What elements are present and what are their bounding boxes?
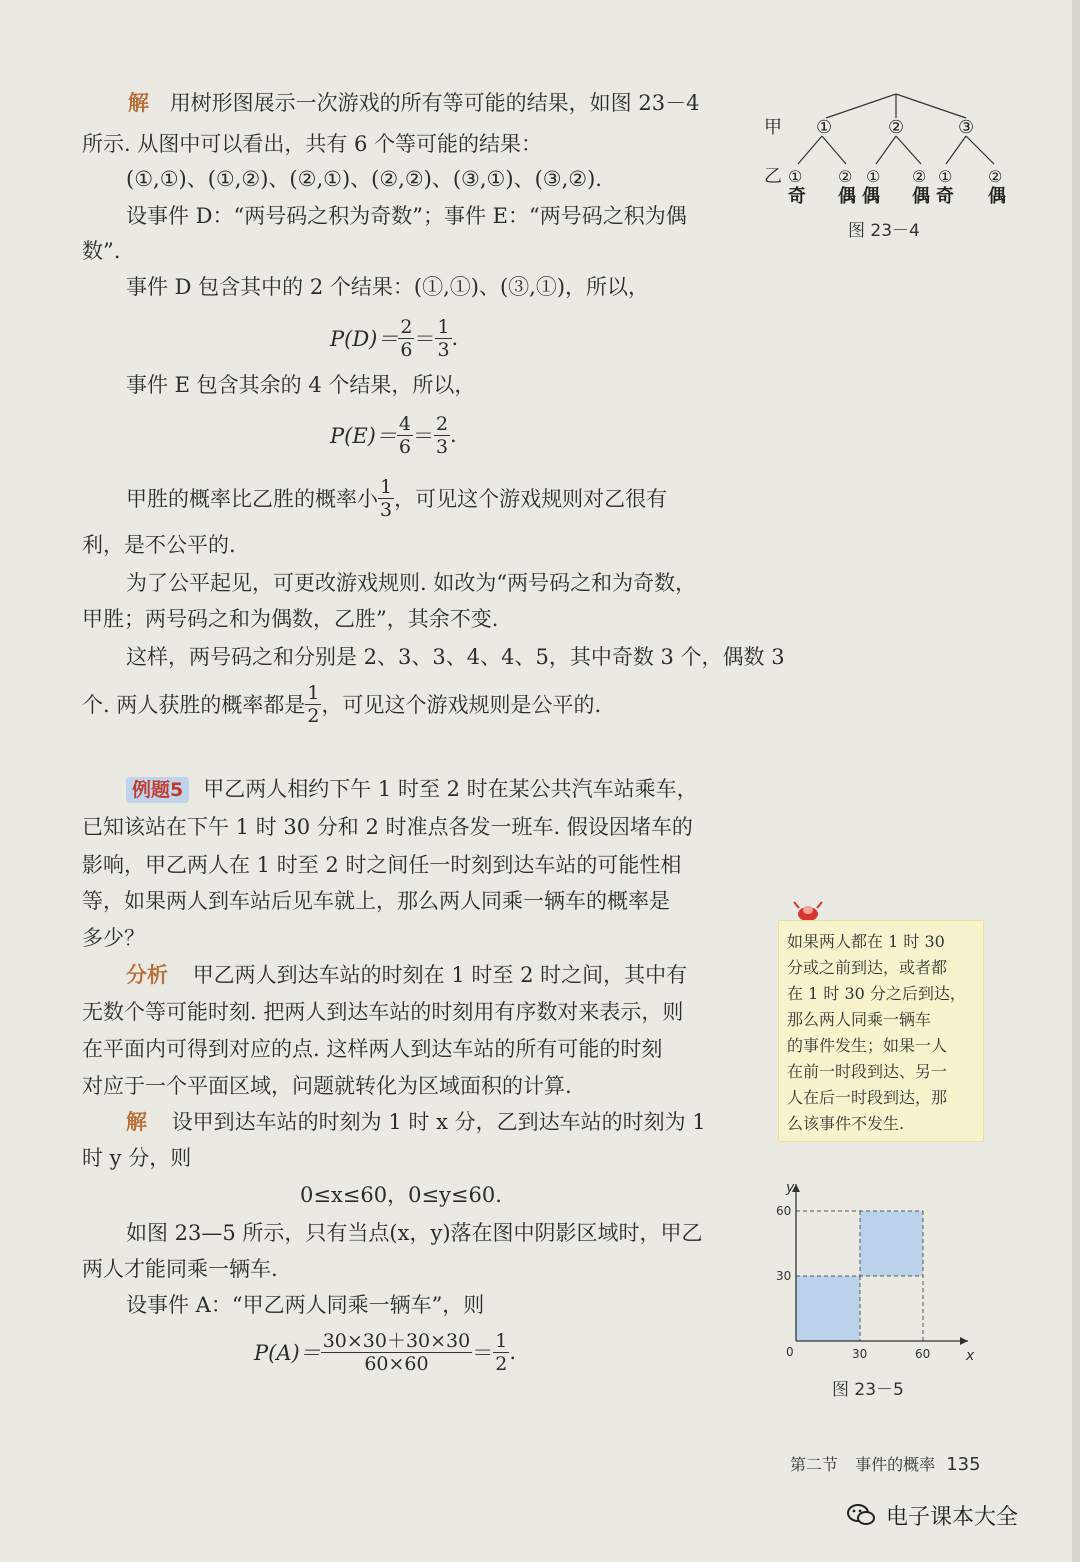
origin-label: 0: [786, 1345, 794, 1359]
note-line: 那么两人同乘一辆车: [787, 1010, 932, 1029]
conclusion-cont: 利，是不公平的.: [82, 533, 236, 557]
tree-leaf: ①: [866, 167, 881, 186]
solution-line: [128, 88, 699, 118]
frac-num: 1: [307, 681, 320, 704]
note-line: 如果两人都在 1 时 30: [787, 932, 945, 951]
scan-edge: [1072, 0, 1080, 1562]
frac-num: 2: [400, 315, 413, 338]
tree-parity: 奇: [788, 186, 806, 207]
fair-rule-text: 为了公平起见，可更改游戏规则. 如改为“两号码之和为奇数，: [126, 571, 697, 595]
events-definition: 设事件 D：“两号码之积为奇数”；事件 E：“两号码之积为偶: [126, 204, 687, 228]
tree-leaf: ②: [838, 167, 853, 186]
event-d-text: 事件 D 包含其中的 2 个结果：(①,①)、(③,①)，所以，: [126, 275, 650, 299]
side-note-text: [787, 929, 966, 1137]
frac-den: 3: [437, 338, 450, 361]
frac-num: 1: [380, 475, 393, 498]
tree-parity: 偶: [838, 186, 856, 207]
equation-pd: [330, 308, 458, 368]
tree-leaf: ①: [788, 167, 803, 186]
figure-caption-23-5: 图 23－5: [832, 1380, 904, 1400]
equation-pe: [330, 405, 457, 465]
solution2-label: 解: [126, 1110, 147, 1134]
eq-lhs: P(A)＝: [254, 1341, 321, 1365]
note-line: 的事件发生；如果一人: [787, 1036, 948, 1055]
solution2-text: 设甲到达车站的时刻为 1 时 x 分，乙到达车站的时刻为 1: [171, 1110, 706, 1134]
shaded-region-late: [860, 1211, 923, 1276]
side-note: [778, 920, 984, 1142]
sum-conclusion: [82, 674, 601, 734]
footer-section: 第二节: [790, 1455, 839, 1474]
page-footer: [790, 1452, 981, 1475]
fraction: [378, 476, 394, 521]
watermark-text: 电子课本大全: [886, 1505, 1019, 1530]
tree-parity: 偶: [862, 186, 880, 207]
analysis-text: 在平面内可得到对应的点. 这样两人到达车站的所有可能的时刻: [82, 1037, 663, 1061]
footer-title: 事件的概率: [855, 1455, 936, 1474]
x-tick-label: 30: [852, 1347, 868, 1361]
solution-text: 用树形图展示一次游戏的所有等可能的结果，如图 23－4: [169, 91, 700, 115]
analysis-label: 分析: [126, 963, 168, 987]
example-line: [126, 774, 698, 804]
eq-sign: ＝: [472, 1341, 494, 1365]
solution2-text: 时 y 分，则: [82, 1146, 192, 1170]
tree-leaf: ②: [988, 167, 1003, 186]
analysis-text: 对应于一个平面区域，问题就转化为区域面积的计算.: [82, 1074, 572, 1098]
example-text: 已知该站在下午 1 时 30 分和 2 时准点各发一班车. 假设因堵车的: [82, 815, 693, 839]
shaded-region-early: [796, 1276, 860, 1341]
fraction: [305, 682, 321, 727]
fraction: [398, 316, 414, 361]
x-tick-label: 60: [915, 1347, 931, 1361]
note-line: 在 1 时 30 分之后到达，: [787, 984, 966, 1003]
tree-diagram: [756, 86, 1026, 232]
solution2-line: [126, 1107, 706, 1137]
bell-icon: [790, 894, 826, 922]
note-line: 人在后一时段到达，那: [787, 1088, 948, 1107]
event-e-text: 事件 E 包含其余的 4 个结果，所以，: [126, 373, 476, 397]
y-tick-label: 60: [776, 1204, 792, 1218]
solution2-text: 设事件 A：“甲乙两人同乘一辆车”，则: [126, 1293, 485, 1317]
sum-text: 这样，两号码之和分别是 2、3、3、4、4、5，其中奇数 3 个，偶数 3: [126, 645, 785, 669]
eq-end: .: [451, 326, 459, 350]
fraction: [493, 1330, 509, 1375]
frac-num: 1: [495, 1329, 508, 1352]
frac-den: 3: [380, 498, 393, 521]
eq-end: .: [509, 1340, 517, 1364]
note-line: 么该事件不发生.: [787, 1114, 905, 1133]
solution2-text: 如图 23—5 所示，只有当点(x，y)落在图中阴影区域时，甲乙: [126, 1221, 703, 1245]
tree-node: ①: [816, 117, 833, 138]
note-line: 在前一时段到达、另一: [787, 1062, 948, 1081]
example-text: 甲乙两人相约下午 1 时至 2 时在某公共汽车站乘车，: [203, 777, 698, 801]
eq-lhs: P(D)＝: [330, 327, 399, 351]
example-text: 等，如果两人到车站后见车就上，那么两人同乘一辆车的概率是: [82, 889, 670, 913]
page-number: 135: [946, 1454, 981, 1475]
tree-parity: 偶: [988, 186, 1006, 207]
fraction: [434, 413, 450, 458]
example-badge: 例题5: [126, 777, 189, 803]
conclusion-text: 甲胜的概率比乙胜的概率小: [126, 487, 378, 511]
sum-text: ，可见这个游戏规则是公平的.: [321, 693, 602, 717]
inequality: 0≤x≤60，0≤y≤60.: [300, 1183, 502, 1207]
analysis-text: 无数个等可能时刻. 把两人到达车站的时刻用有序数对来表示，则: [82, 1000, 684, 1024]
note-line: 分或之前到达，或者都: [787, 958, 948, 977]
analysis-text: 甲乙两人到达车站的时刻在 1 时至 2 时之间，其中有: [192, 963, 688, 987]
fraction: [321, 1330, 473, 1375]
tree-node: ②: [888, 117, 905, 138]
frac-num: 30×30＋30×30: [322, 1329, 471, 1352]
fraction: [397, 413, 413, 458]
tree-node: ③: [958, 117, 975, 138]
outcomes-list: (①,①)、(①,②)、(②,①)、(②,②)、(③,①)、(③,②).: [126, 167, 602, 191]
frac-den: 60×60: [364, 1352, 429, 1375]
tree-leaf: ②: [912, 167, 927, 186]
conclusion-text: ，可见这个游戏规则对乙很有: [394, 487, 668, 511]
fair-rule-cont: 甲胜；两号码之和为偶数，乙胜”，其余不变.: [82, 607, 499, 631]
solution-label: 解: [128, 91, 149, 115]
frac-num: 1: [437, 315, 450, 338]
tree-label-jia: 甲: [764, 117, 782, 138]
example-text: 影响，甲乙两人在 1 时至 2 时之间任一时刻到达车站的可能性相: [82, 853, 682, 877]
frac-num: 4: [398, 412, 411, 435]
wechat-icon: [846, 1502, 876, 1528]
tree-parity: 奇: [936, 186, 954, 207]
sum-text: 个. 两人获胜的概率都是: [82, 693, 306, 717]
y-tick-label: 30: [776, 1269, 792, 1283]
eq-end: .: [450, 423, 457, 447]
eq-lhs: P(E)＝: [330, 424, 397, 448]
solution-line: 所示. 从图中可以看出，共有 6 个等可能的结果：: [82, 132, 543, 156]
frac-den: 2: [307, 704, 320, 727]
analysis-line: [126, 960, 687, 990]
frac-den: 2: [495, 1352, 508, 1375]
frac-den: 6: [400, 338, 413, 361]
events-definition-cont: 数”.: [82, 239, 121, 263]
equation-pa: [254, 1322, 516, 1382]
tree-parity: 偶: [912, 186, 930, 207]
x-axis-label: x: [966, 1348, 975, 1364]
example-text: 多少？: [82, 926, 145, 950]
solution2-text: 两人才能同乘一辆车.: [82, 1257, 278, 1281]
tree-leaf: ①: [938, 167, 953, 186]
eq-sign: ＝: [412, 424, 434, 448]
eq-sign: ＝: [414, 327, 436, 351]
frac-den: 3: [435, 435, 449, 458]
figure-caption-23-4: 图 23－4: [848, 221, 920, 241]
y-axis-label: y: [786, 1180, 795, 1196]
square-region-diagram: [772, 1176, 982, 1372]
conclusion-line: [126, 468, 667, 528]
frac-num: 2: [435, 412, 449, 435]
fraction: [435, 316, 451, 361]
tree-label-yi: 乙: [764, 166, 782, 187]
frac-den: 6: [398, 435, 411, 458]
